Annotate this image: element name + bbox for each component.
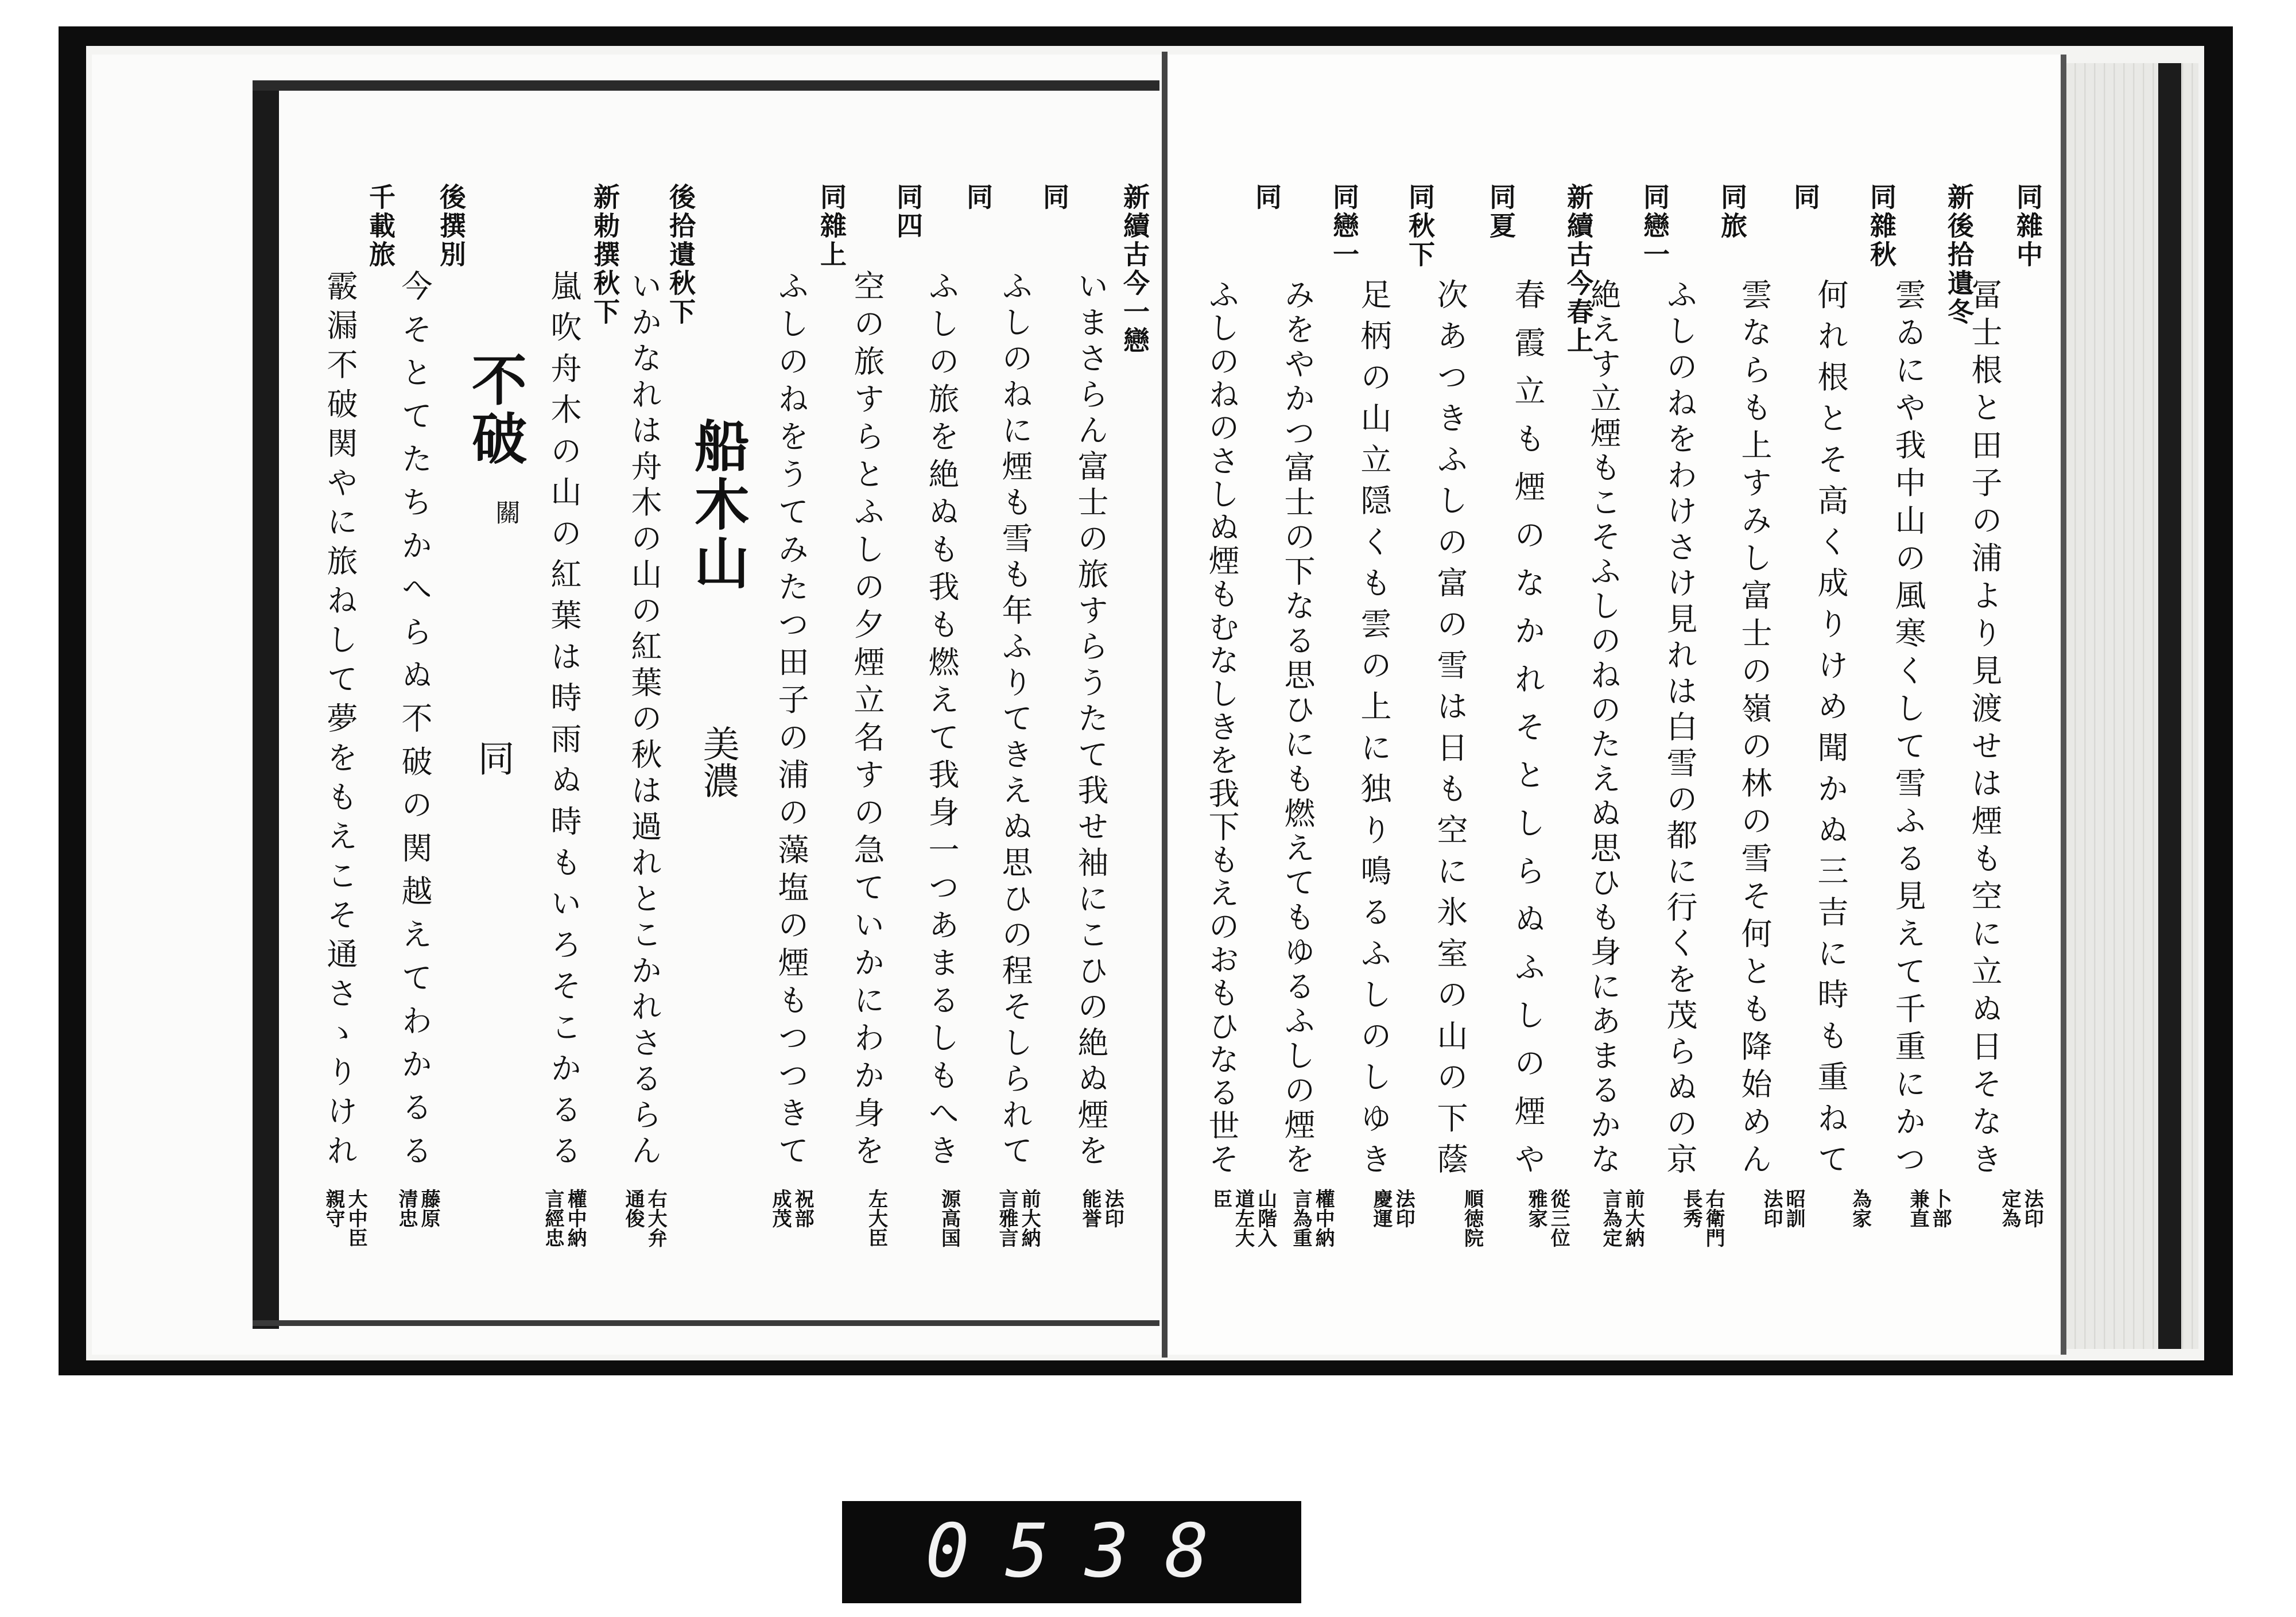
anthology-source-r6: 同戀一 [1639,183,1670,269]
frame-number: 0538 [925,1509,1245,1594]
page-edge-line [2061,55,2066,1355]
poem-text-l1: いまさらん富士の旅すらうたて我せ袖にこひの絶ぬ煙を [1073,270,1109,1165]
poet-name-l4: 左大臣 [864,1189,888,1247]
poet-name-l3: 源高国 [937,1189,961,1247]
poet-name-r2: 卜部兼直 [1906,1189,1952,1228]
anthology-source-l1: 新續古今一戀 [1119,183,1150,355]
anthology-source-l9: 千載旅 [365,183,396,269]
poet-name-l9: 大中臣親守 [322,1189,368,1247]
anthology-source-l8: 後撰別 [436,183,467,269]
anthology-source-r11: 同 [1251,183,1282,212]
poem-text-r2: 雲ゐにや我中山の風寒くして雪ふる見えて千重にかつ [1890,278,1926,1174]
poet-name-l2: 前大納言雅言 [995,1189,1041,1247]
anthology-source-r3: 同雜秋 [1866,183,1897,269]
place-heading-seki: 關 [491,499,521,525]
page-bottom-rule [253,1320,1159,1326]
poem-text-r10: みをやかつ富士の下なる思ひにも燃えてもゆるふしの煙を [1279,278,1316,1174]
poem-text-l8: 今そとてたちかへらぬ不破の関越えてわかるる [397,270,433,1165]
poet-name-r6: 前大納言為定 [1599,1189,1645,1247]
poet-name-l8: 藤原清忠 [395,1189,441,1228]
poet-name-r4: 昭訓法印 [1760,1189,1806,1228]
poem-text-r5: ふしのねをわけさけ見れは白雪の都に行くを茂らぬの京 [1662,278,1698,1174]
poem-text-l2: ふしのねに煙も雪も年ふりてきえぬ思ひの程そしられて [997,270,1033,1165]
poem-text-r3: 何れ根とそ高く成りけめ聞かぬ三吉に時も重ねて [1813,278,1849,1174]
page-top-rule [253,80,1159,91]
anthology-source-r1: 同雜中 [2012,183,2043,269]
poem-text-r6: 絶えす立煙もこそふしのねのたえぬ思ひも身にあまるかな [1585,278,1622,1174]
page-edge-shadow [2158,63,2181,1349]
poem-text-r8: 次あつきふしの富の雪は日も空に氷室の山の下蔭 [1432,278,1468,1174]
anthology-source-l4: 同四 [893,183,924,241]
poet-name-l5: 祝部成茂 [769,1189,815,1228]
poem-text-l5: ふしのねをうてみたつ田子の浦の藻塩の煙もつつきて [773,270,809,1166]
poet-name-r10: 權中納言為重 [1289,1189,1335,1247]
frame-label-tab [842,1550,876,1603]
anthology-source-l2: 同 [1039,183,1070,212]
anthology-source-r5: 同旅 [1717,183,1748,241]
anthology-source-r4: 同 [1790,183,1821,212]
poet-name-r9: 法印慶運 [1370,1189,1415,1228]
poem-text-r9: 足柄の山立隠くも雲の上に独り鳴るふしのしゆき [1356,278,1392,1174]
poem-text-l4: 空の旅すらとふしの夕煙立名すの急ていかにわか身を [849,270,885,1165]
place-heading-fuwa: 不破 [463,351,528,468]
poet-name-r11: 山階入道左大臣 [1209,1189,1277,1247]
poem-text-r7: 春霞立も煙のなかれそとしらぬふしの煙や [1510,278,1546,1174]
anthology-source-r8: 同夏 [1486,183,1517,241]
poem-text-r4: 雲ならも上すみし富士の嶺の林の雪そ何とも降始めん [1736,278,1773,1174]
gutter-line [1162,52,1168,1358]
anthology-source-r7: 新續古今春上 [1563,183,1594,355]
poet-name-r7: 從三位雅家 [1525,1189,1570,1247]
poet-name-r5: 右衛門長秀 [1680,1189,1725,1247]
poet-name-r3: 為家 [1848,1189,1872,1228]
poet-name-r8: 順徳院 [1460,1189,1484,1247]
poet-name-l1: 法印能誉 [1079,1189,1124,1228]
anthology-source-l7: 新勅撰秋下 [589,183,620,327]
poem-text-l9: 霰漏不破関やに旅ねして夢をもえこそ通さゝりけれ [322,270,358,1166]
province-label-mino: 美濃 [696,725,739,798]
place-heading-funaki: 船木山 [685,417,751,593]
poem-text-l3: ふしの旅を絶ぬも我も燃えて我身一つあまるしもへき [924,270,960,1166]
poet-name-l7: 權中納言經忠 [541,1189,587,1247]
poem-text-l7: 嵐吹舟木の山の紅葉は時雨ぬ時もいろそこかるる [546,270,582,1166]
poem-text-l6: いかなれは舟木の山の紅葉の秋は過れとこかれさるらん [626,270,662,1165]
poet-name-l6: 右大弁通俊 [622,1189,668,1247]
anthology-source-l6: 後拾遺秋下 [665,183,696,327]
anthology-source-r9: 同秋下 [1405,183,1436,269]
poem-text-r11: ふしのねのさしぬ煙もむなしきを我下もえのおもひなる世そ [1204,278,1240,1174]
anthology-source-r10: 同戀一 [1329,183,1360,269]
anthology-source-l5: 同雜上 [816,183,847,269]
anthology-source-r2: 新後拾遺冬 [1944,183,1975,327]
poet-name-r1: 法印定為 [1998,1189,2044,1228]
province-label-same: 同 [471,739,514,776]
poem-text-r1: 冨士根と田子の浦より見渡せは煙も空に立ぬ日そなき [1967,278,2003,1174]
anthology-source-l3: 同 [963,183,994,212]
page-edge-band [253,83,279,1329]
